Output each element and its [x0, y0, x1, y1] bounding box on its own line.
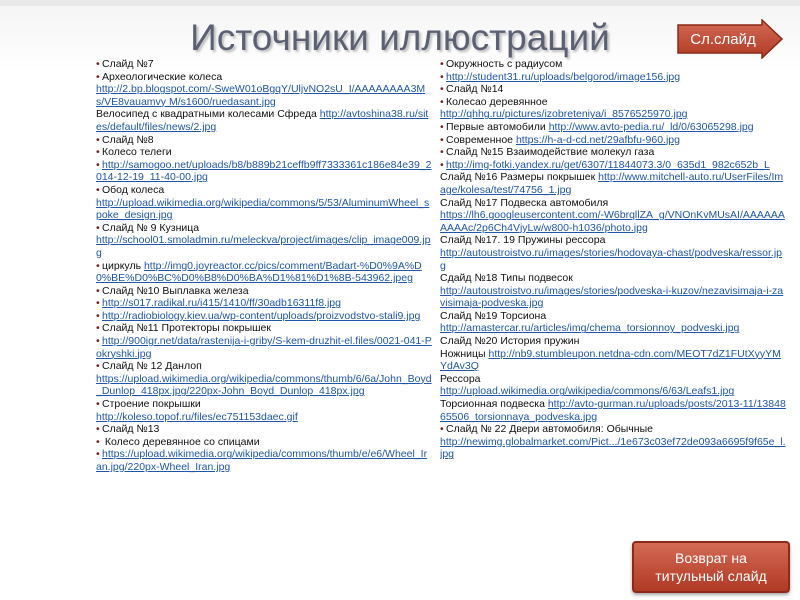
source-label: Слайд №14	[446, 83, 504, 96]
source-entry	[96, 360, 432, 373]
source-entry	[96, 83, 432, 108]
source-label: Слайд №15 Взаимодействие молекул газа	[446, 146, 655, 159]
bullet-icon: •	[440, 146, 444, 159]
source-label: Слайд № 22 Двери автомобиля: Обычные	[446, 423, 653, 436]
source-entry	[440, 209, 786, 234]
source-label: Рессора	[440, 372, 481, 385]
source-link[interactable]: http://radiobiology.kiev.ua/wp-content/uploads/proizvodstvo-stali9.jpg	[102, 309, 421, 322]
source-entry	[440, 71, 786, 84]
source-link[interactable]: http://900igr.net/data/rastenija-i-griby/S-kem-druzhit-el.files/0021-041-Pokryshki.jpg	[96, 335, 432, 360]
source-entry	[96, 398, 432, 411]
source-label: Слайд № 9 Кузница	[102, 221, 200, 234]
sources-left-column	[96, 58, 432, 598]
source-entry	[96, 108, 432, 133]
source-entry	[96, 71, 432, 84]
source-entry	[440, 58, 786, 71]
top-rule	[0, 0, 800, 6]
source-entry	[440, 385, 786, 398]
source-link[interactable]: http://img0.joyreactor.cc/pics/comment/Badart-%D0%9A%D0%BE%D0%BC%D0%B8%D0%BA%D1%81%D1%8B-543962.jpeg	[96, 259, 422, 285]
source-entry	[440, 197, 786, 210]
source-entry	[96, 322, 432, 335]
source-entry	[440, 348, 786, 373]
source-link[interactable]: http://upload.wikimedia.org/wikipedia/commons/6/63/Leafs1.jpg	[440, 385, 735, 398]
source-link[interactable]: http://img-fotki.yandex.ru/get/6307/11844073.3/0_635d1_982c652b_L	[446, 158, 770, 171]
source-label: Сдайд №18 Типы подвесок	[440, 272, 573, 285]
bullet-icon: •	[96, 448, 100, 461]
source-entry	[440, 272, 786, 285]
source-entry	[96, 222, 432, 235]
source-entry	[440, 121, 786, 134]
source-entry	[440, 373, 786, 386]
source-entry	[96, 197, 432, 222]
source-label: Слайд №7	[102, 58, 154, 70]
source-entry	[440, 285, 786, 310]
return-label-line-2: титульный слайд	[655, 568, 767, 584]
source-label: Ножницы	[440, 347, 489, 360]
source-entry	[440, 310, 786, 323]
source-entry	[96, 373, 432, 398]
source-link[interactable]: http://autoustroistvo.ru/images/stories/podveska-i-kuzov/nezavisimaja-i-zavisimaja-podveska.jpg	[440, 284, 784, 310]
bullet-icon: •	[440, 158, 444, 171]
source-label: Слайд №17. 19 Пружины рессора	[440, 234, 606, 247]
source-entry	[440, 146, 786, 159]
source-label: Велосипед с квадратными колесами Сфреда	[96, 108, 320, 121]
source-label: Слайд №16 Размеры покрышек	[440, 171, 599, 184]
source-link[interactable]: http://school01.smoladmin.ru/meleckva/project/images/clip_image009.jpg	[96, 234, 431, 259]
source-link[interactable]: http://upload.wikimedia.org/wikipedia/commons/5/53/AluminumWheel_spoke_design.jpg	[96, 196, 430, 222]
source-label: Колесао деревянное	[446, 95, 548, 108]
source-link[interactable]: http://student31.ru/uploads/belgorod/image156.jpg	[446, 70, 681, 83]
source-link[interactable]: http://autoustroistvo.ru/images/stories/hodovaya-chast/podveska/ressor.jpg	[440, 246, 783, 272]
source-entry	[96, 411, 432, 424]
source-entry	[440, 423, 786, 436]
source-entry	[96, 146, 432, 159]
source-label: Слайд №13	[102, 423, 160, 436]
source-link[interactable]: http://samogoo.net/uploads/b8/b889b21ceffb9ff7333361c186e84e39_2014-12-19_11-40-00.jpg	[96, 158, 432, 184]
source-entry	[96, 58, 432, 71]
bullet-icon: •	[96, 335, 100, 348]
source-entry	[96, 448, 432, 473]
bullet-icon: •	[96, 297, 100, 310]
next-slide-button[interactable]	[676, 19, 784, 59]
return-label-line-1: Возврат на	[675, 550, 747, 566]
bullet-icon: •	[96, 146, 100, 159]
source-entry	[440, 247, 786, 272]
source-link[interactable]: http://qhhg.ru/pictures/izobreteniya/i_8576525970.jpg	[440, 108, 688, 121]
bullet-icon: •	[440, 133, 444, 146]
source-link[interactable]: https://upload.wikimedia.org/wikipedia/commons/thumb/e/e6/Wheel_Iran.jpg/220px-Wheel_Iran.jpg	[96, 448, 428, 473]
source-link[interactable]: http://koleso.topof.ru/files/ec751153daec.gif	[96, 410, 298, 423]
next-slide-label: Сл.слайд	[690, 30, 756, 48]
source-entry	[96, 285, 432, 298]
source-entry	[440, 159, 786, 172]
source-label: Слайд №19 Торсиона	[440, 309, 547, 322]
source-label: Слайд №17 Подвеска автомобиля	[440, 196, 609, 209]
bullet-icon: •	[96, 158, 100, 171]
bullet-icon: •	[96, 284, 100, 297]
source-label: Колесо телеги	[102, 146, 172, 159]
bullet-icon: •	[96, 423, 100, 436]
source-label: Археологические колеса	[102, 70, 223, 83]
source-entry	[440, 234, 786, 247]
bullet-icon: •	[96, 322, 100, 335]
source-entry	[440, 171, 786, 196]
source-entry	[440, 335, 786, 348]
source-entry	[96, 134, 432, 147]
source-link[interactable]: http://www.avto-pedia.ru/_ld/0/63065298.jpg	[548, 120, 754, 133]
bullet-icon: •	[96, 221, 100, 234]
source-link[interactable]: http://avtoshina38.ru/sites/default/files/news/2.jpg	[96, 108, 429, 133]
sources-right-column	[440, 58, 786, 598]
source-link[interactable]: https://h-a-d-cd.net/29afbfu-960.jpg	[515, 133, 680, 146]
source-label: Первые автомобили	[446, 120, 549, 133]
bullet-icon: •	[96, 309, 100, 322]
source-link[interactable]: http://nb9.stumbleupon.netdna-cdn.com/MEOT7dZ1FUtXyyYMYdAv3Q	[440, 347, 781, 373]
source-label: Слайд №20 История пружин	[440, 335, 580, 348]
source-entry	[96, 297, 432, 310]
source-entry	[96, 436, 432, 449]
bullet-icon: •	[440, 83, 444, 96]
source-link[interactable]: http://2.bp.blogspot.com/-SweW01oBgqY/UljvNO2sU_I/AAAAAAAA3Ms/VE8vauamvy M/s1600/ruedasant.jpg	[96, 83, 426, 108]
source-label: Обод колеса	[102, 183, 165, 196]
bullet-icon: •	[96, 133, 100, 146]
source-entry	[440, 83, 786, 96]
source-label: Окружность с радиусом	[446, 58, 563, 70]
slide-title: Источники иллюстраций	[190, 17, 610, 58]
source-link[interactable]: http://amastercar.ru/articles/img/chema_torsionnoy_podveski.jpg	[440, 322, 740, 335]
source-link[interactable]: http://www.mitchell-auto.ru/UserFiles/Image/kolesa/test/74756_1.jpg	[440, 171, 784, 196]
source-label: Строение покрышки	[102, 398, 201, 411]
bullet-icon: •	[96, 70, 100, 83]
source-link[interactable]: http://newimg.globalmarket.com/Pict.../1e673c03ef72de093a6695f9f65e_l.jpg	[440, 435, 786, 461]
bullet-icon: •	[96, 58, 100, 70]
source-entry	[96, 310, 432, 323]
source-label: Слайд № 12 Данлоп	[102, 360, 202, 373]
source-label: Колесо деревянное со спицами	[102, 435, 260, 448]
source-entry	[96, 159, 432, 184]
source-entry	[96, 184, 432, 197]
source-entry	[440, 134, 786, 147]
source-label: Слайд №8	[102, 133, 154, 146]
source-label: Слайд №10 Выплавка железа	[102, 284, 249, 297]
bullet-icon: •	[440, 95, 444, 108]
source-label: Современное	[446, 133, 516, 146]
source-entry	[96, 260, 432, 285]
source-label: циркуль	[102, 259, 144, 272]
bullet-icon: •	[96, 259, 100, 272]
return-to-title-slide-button[interactable]	[632, 541, 790, 593]
bullet-icon: •	[440, 120, 444, 133]
source-link[interactable]: http://avto-gurman.ru/uploads/posts/2013-11/1384865506_torsionnaya_podveska.jpg	[440, 398, 786, 423]
source-entry	[96, 234, 432, 259]
source-entry	[440, 398, 786, 423]
source-link[interactable]: https://lh6.googleusercontent.com/-W6brqllZA_g/VNOnKvMUsAI/AAAAAAAAAAc/2p6Ch4VjyLw/w800-h1036/photo.jpg	[440, 209, 785, 234]
source-link[interactable]: http://s017.radikal.ru/i415/1410/ff/30adb16311f8.jpg	[102, 297, 341, 310]
bullet-icon: •	[96, 398, 100, 411]
bullet-icon: •	[440, 70, 444, 83]
source-label: Слайд №11 Протекторы покрышек	[102, 322, 271, 335]
source-link[interactable]: https://upload.wikimedia.org/wikipedia/commons/thumb/6/6a/John_Boyd_Dunlop_418px.jpg/220px-John_Boyd_Dunlop_418px.jpg	[96, 372, 432, 398]
bullet-icon: •	[96, 435, 100, 448]
source-entry	[440, 436, 786, 461]
source-entry	[440, 96, 786, 109]
bullet-icon: •	[96, 183, 100, 196]
bullet-icon: •	[440, 423, 444, 436]
source-entry	[96, 335, 432, 360]
source-entry	[440, 108, 786, 121]
source-entry	[440, 322, 786, 335]
bullet-icon: •	[96, 360, 100, 373]
source-entry	[96, 423, 432, 436]
bullet-icon: •	[440, 58, 444, 70]
source-label: Торсионная подвеска	[440, 398, 548, 411]
